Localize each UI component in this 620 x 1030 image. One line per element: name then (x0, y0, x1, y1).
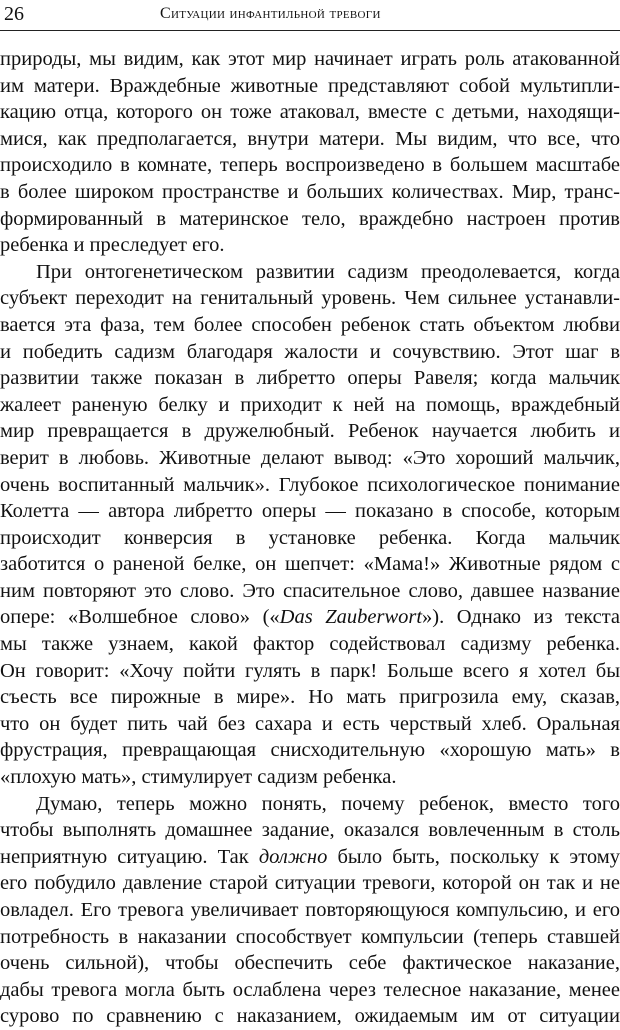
text-line (0, 844, 620, 871)
text-line: фрустрация, превращающая снисходительную «хорошую мать» в (0, 739, 620, 762)
text-line: заботится о раненой белке, он шепчет: «Мама!» Животные рядом с (0, 553, 620, 576)
text-line: съесть все пирожные в мире». Но мать пригрозила ему, сказав, (0, 686, 620, 709)
text-segment: »). Однако из текста (422, 606, 620, 629)
header-rule (0, 30, 620, 31)
text-line: При онтогенетическом развитии садизм преодолевается, когда (36, 260, 620, 283)
text-line: природы, мы видим, как этот мир начинает играть роль атакованной (0, 48, 620, 70)
text-line (0, 604, 620, 631)
text-line: его побудило давление старой ситуации тревоги, которой он так и не (0, 872, 620, 895)
text-line: мир превращается в дружелюбный. Ребенок научается любить и (0, 420, 620, 443)
text-line: кацию отца, которого он тоже атаковал, вместе с детьми, находящи- (0, 101, 620, 124)
text-line: дабы тревога могла быть ослаблена через телесное наказание, менее (0, 978, 620, 1001)
italic-term: Das Zauberwort (279, 606, 423, 629)
text-line: субъект переходит на генитальный уровень. Чем сильнее устанавли- (0, 287, 620, 310)
text-line: потребность в наказании способствует компульсии (теперь ставшей (0, 925, 620, 948)
text-line: в более широком пространстве и больших количествах. Мир, транс- (0, 180, 620, 203)
text-line: мися, как предполагается, внутри матери. Мы видим, что все, что (0, 127, 620, 150)
text-line: Думаю, теперь можно понять, почему ребенок, вместо того (36, 792, 620, 815)
text-line: жалеет раненую белку и приходит к ней на помощь, враждебный (0, 393, 620, 416)
text-line: очень сильной), чтобы обеспечить себе фактическое наказание, (0, 952, 620, 975)
text-segment: было быть, поскольку к этому (327, 845, 620, 868)
text-line: ним повторяют это слово. Это спасительное слово, давшее название (0, 579, 620, 602)
text-line: вается эта фаза, тем более способен ребенок стать объектом любви (0, 313, 620, 336)
text-line: развитии также показан в либретто оперы Равеля; когда мальчик (0, 367, 620, 390)
text-segment: неприятную ситуацию. Так (0, 845, 259, 868)
text-line: формированный в материнское тело, враждебно настроен против (0, 207, 620, 230)
text-line: что он будет пить чай без сахара и есть черствый хлеб. Оральная (0, 712, 620, 735)
body-text (0, 46, 620, 1030)
page-header (0, 0, 620, 32)
text-line: ребенка и преследует его. (0, 234, 225, 257)
text-line: происходит конверсия в установке ребенка. Когда мальчик (0, 526, 620, 549)
running-title: Ситуации инфантильной тревоги (160, 5, 381, 22)
text-line: чтобы выполнять домашнее задание, оказался вовлеченным в столь (0, 819, 620, 842)
text-line: Колетта — автора либретто оперы — показано в способе, которым (0, 500, 620, 523)
text-line: мы также узнаем, какой фактор содействовал садизму ребенка. (0, 633, 620, 656)
text-line: им матери. Враждебные животные представляют собой мультипли- (0, 74, 620, 97)
text-segment: опере: «Волшебное слово» (« (0, 606, 280, 629)
text-line: сурово по сравнению с наказанием, ожидаемым им от ситуации (0, 1005, 620, 1028)
text-line: очень воспитанный мальчик». Глубокое психологическое понимание (0, 473, 620, 496)
text-line: происходило в комнате, теперь воспроизведено в большем масштабе (0, 154, 620, 177)
text-line: овладел. Его тревога увеличивает повторяющуюся компульсию, и его (0, 899, 620, 921)
text-line: Он говорит: «Хочу пойти гулять в парк! Больше всего я хотел бы (0, 659, 620, 682)
text-line: «плохую мать», стимулирует садизм ребенка. (0, 766, 397, 789)
page-number: 26 (4, 3, 24, 25)
text-line: верит в любовь. Животные делают вывод: «Это хороший мальчик, (0, 446, 620, 469)
text-line: и победить садизм благодаря жалости и сочувствию. Этот шаг в (0, 340, 620, 363)
italic-emphasis: должно (258, 845, 328, 868)
